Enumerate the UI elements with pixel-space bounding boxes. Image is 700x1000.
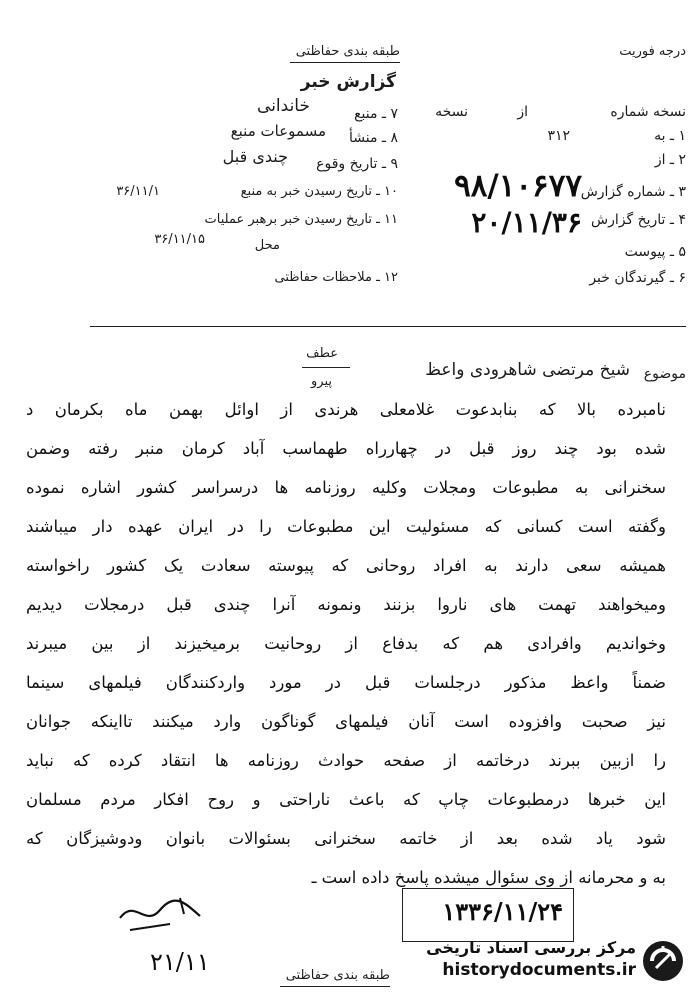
report-date-handwritten: ۲۰/۱۱/۳۶ bbox=[471, 206, 582, 239]
subject-label: موضوع bbox=[643, 366, 686, 382]
signature-note: ۲۱/۱۱ bbox=[150, 948, 210, 976]
archive-watermark bbox=[402, 932, 692, 992]
body-line: سخنرانی به مطبوعات ومجلات وکلیه روزنامه ها درسراسر کشور اشاره نموده bbox=[26, 478, 666, 497]
field-recipients-label: ۶ ـ گیرندگان خبر bbox=[589, 270, 686, 286]
field-report-number-label: ۳ ـ شماره گزارش bbox=[580, 184, 686, 200]
field-source-receipt-label: ۱۰ ـ تاریخ رسیدن خبر به منبع bbox=[240, 184, 398, 199]
field-operations-receipt-label: ۱۱ ـ تاریخ رسیدن خبر برهبر عملیات bbox=[204, 212, 398, 227]
copies-value: نسخه bbox=[435, 104, 468, 120]
body-line: نامبرده بالا که بنابدعوت غلامعلی هرندی از اوائل بهمن ماه بکرمان د bbox=[26, 400, 666, 419]
watermark-title: مرکز بررسی اسناد تاریخی bbox=[426, 938, 636, 957]
field-source-label: ۷ ـ منبع bbox=[354, 106, 398, 122]
body-line: ضمناً واعظ مذکور درجلسات قبل در مورد واردکنندگان فیلمهای سینما bbox=[26, 673, 666, 692]
reference-divider bbox=[302, 367, 350, 368]
body-line: به و محرمانه از وی سئوال میشده پاسخ داده است ـ bbox=[311, 868, 666, 887]
field-operations-receipt-value: ۳۶/۱۱/۱۵ bbox=[154, 232, 205, 247]
field-operations-place: محل bbox=[254, 238, 280, 253]
watermark-url: historydocuments.ir bbox=[442, 960, 636, 980]
followup-label: پیرو bbox=[311, 374, 332, 389]
body-line: شود یاد شده بعد از خاتمه سخنرانی بسئوالات بانوان ودوشیزگان که bbox=[26, 829, 666, 848]
classification-underline bbox=[290, 62, 400, 63]
classification-bottom: طبقه بندی حفاظتی bbox=[285, 968, 390, 983]
field-occurrence-date-value: چندی قبل bbox=[222, 147, 288, 166]
classification-top: طبقه بندی حفاظتی bbox=[295, 44, 400, 59]
body-line: همیشه سعی دارند به افراد روحانی که پیوسته سعادت یک کشور راخواسته bbox=[26, 556, 666, 575]
body-line: شده بود چند روز قبل در چهارراه طهماسب آباد کرمان منبر رفته وضمن bbox=[26, 439, 666, 458]
report-title: گزارش خبر bbox=[300, 72, 396, 92]
body-line: نیز صحبت وافزوده است آنان فیلمهای گوناگون وارد میکنند تااینکه جوانان bbox=[26, 712, 666, 731]
body-line: وخواندیم وافرادی هم که بدفاع از روحانیت برمیخیزند از بین میبرند bbox=[26, 634, 666, 653]
subject-value: شیخ مرتضی شاهرودی واعظ bbox=[425, 360, 630, 380]
field-origin-label: ۸ ـ منشأ bbox=[348, 130, 398, 146]
classification-bottom-underline bbox=[280, 986, 390, 987]
field-attachment-label: ۵ ـ پیوست bbox=[624, 244, 686, 260]
report-number-handwritten: ۹۸/۱۰۶۷۷ bbox=[454, 168, 582, 204]
archive-logo-icon bbox=[640, 938, 686, 984]
body-line: وگفته است کسانی که مسئولیت این مطبوعات را در ایران عهده دار میباشند bbox=[26, 517, 666, 536]
stamp-date: ۱۳۳۶/۱۱/۲۴ bbox=[442, 897, 563, 926]
field-source-value: خاندانی bbox=[257, 96, 310, 116]
field-to-value: ۳۱۲ bbox=[547, 128, 570, 144]
body-line: ومیخواهند تهمت های ناروا بزنند ونمونه آنرا چندی قبل درمجلات دیدیم bbox=[26, 595, 666, 614]
field-from-label: ۲ ـ از bbox=[654, 152, 686, 168]
field-report-date-label: ۴ ـ تاریخ گزارش bbox=[591, 212, 686, 228]
field-security-notes-label: ۱۲ ـ ملاحظات حفاظتی bbox=[274, 270, 398, 285]
body-line: را ازبین ببرند درخاتمه از صفحه حوادث روزنامه ها انتقاد کرده که نباید bbox=[26, 751, 666, 770]
field-to-label: ۱ ـ به bbox=[654, 128, 686, 144]
body-line: این خبرها درمطبوعات چاپ که باعث ناراحتی و روح افکار مردم مسلمان bbox=[26, 790, 666, 809]
header-separator bbox=[90, 326, 686, 327]
copies-label: نسخه شماره bbox=[610, 104, 686, 120]
reference-label: عطف bbox=[306, 346, 338, 361]
copies-from: از bbox=[517, 104, 528, 120]
priority-label: درجه فوریت bbox=[619, 44, 686, 59]
field-occurrence-date-label: ۹ ـ تاریخ وقوع bbox=[316, 156, 398, 172]
field-origin-value: مسموعات منبع bbox=[230, 122, 326, 140]
field-source-receipt-value: ۳۶/۱۱/۱ bbox=[116, 184, 160, 199]
